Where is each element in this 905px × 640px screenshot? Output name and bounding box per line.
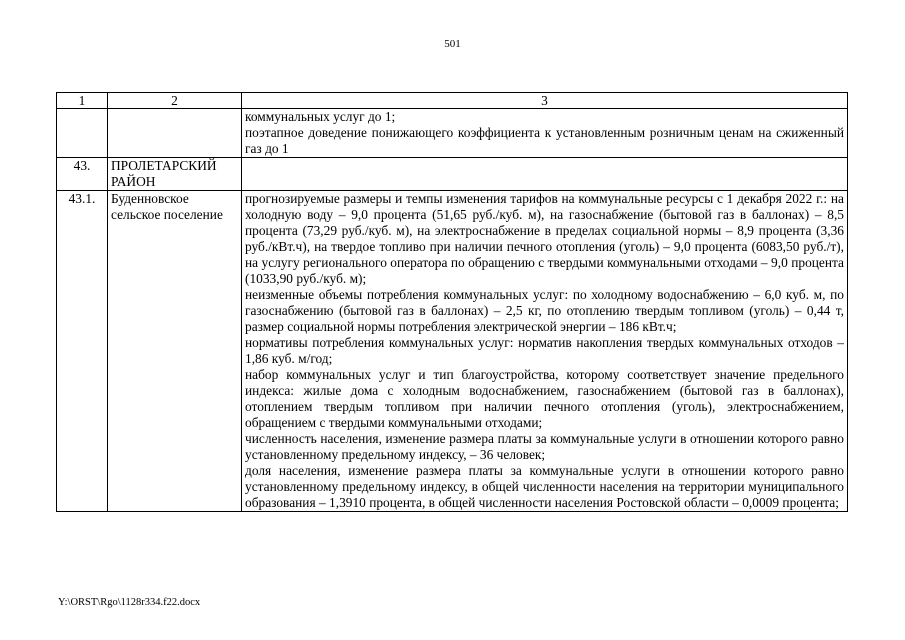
table-header-row — [57, 93, 848, 109]
tariff-table — [56, 92, 848, 512]
paragraph: прогнозируемые размеры и темпы изменения тарифов на коммунальные ресурсы с 1 декабря 2022 г.: на холодную воду – 9,0 процента (51,65 руб./куб. м), на газоснабжение (бытовой газ в баллонах) – 8,5 процента (73,29 руб./куб. м), на электроснабжение в пределах социальной нормы – 8,9 процента (3,36 руб./кВт.ч), на твердое топливо при наличии печного отопления (уголь) – 9,0 процента (6083,50 руб./т), на услугу регионального оператора по обращению с твердыми коммунальными отходами – 9,0 процента (1033,90 руб./куб. м); — [245, 191, 844, 286]
row-number: 43.1. — [57, 191, 108, 512]
settlement-name: Буденновское сельское поселение — [108, 191, 242, 512]
row-content — [242, 191, 848, 512]
file-path-footer: Y:\ORST\Rgo\1128r334.f22.docx — [58, 597, 201, 608]
column-header: 1 — [57, 93, 108, 109]
empty-cell — [57, 109, 108, 158]
paragraph: поэтапное доведение понижающего коэффициента к установленным розничным ценам на сжиженный газ до 1 — [245, 125, 844, 156]
column-header: 3 — [242, 93, 848, 109]
empty-cell — [108, 109, 242, 158]
paragraph: доля населения, изменение размера платы за коммунальные услуги в отношении которого равно установленному предельному индексу, в общей численности населения на территории муниципального образования – 1,3910 процента, в общей численности населения Ростовской области – 0,0009 процента; — [245, 463, 844, 510]
paragraph: коммунальных услуг до 1; — [245, 109, 396, 124]
paragraph: нормативы потребления коммунальных услуг: норматив накопления твердых коммунальных отходов – 1,86 куб. м/год; — [245, 335, 844, 366]
table-row — [57, 191, 848, 512]
continuation-row — [57, 109, 848, 158]
column-header: 2 — [108, 93, 242, 109]
paragraph: численность населения, изменение размера платы за коммунальные услуги в отношении которого равно установленному предельному индексу, – 36 человек; — [245, 431, 844, 462]
empty-cell — [242, 158, 848, 191]
paragraph: неизменные объемы потребления коммунальных услуг: по холодному водоснабжению – 6,0 куб. м, по газоснабжению (бытовой газ в баллонах) – 2,5 кг, по отоплению твердым топливом (уголь) – 0,44 т, размер социальной нормы потребления электрической энергии – 186 кВт.ч; — [245, 287, 844, 334]
page-number: 501 — [444, 38, 461, 50]
section-row — [57, 158, 848, 191]
section-number: 43. — [57, 158, 108, 191]
paragraph: набор коммунальных услуг и тип благоустройства, которому соответствует значение предельного индекса: жилые дома с холодным водоснабжением, газоснабжением (бытовой газ в баллонах), отоплением твердым топливом при наличии печного отопления (уголь), электроснабжением, обращением с твердыми коммунальными отходами; — [245, 367, 844, 430]
continuation-cell — [242, 109, 848, 158]
section-name: ПРОЛЕТАРСКИЙ РАЙОН — [108, 158, 242, 191]
